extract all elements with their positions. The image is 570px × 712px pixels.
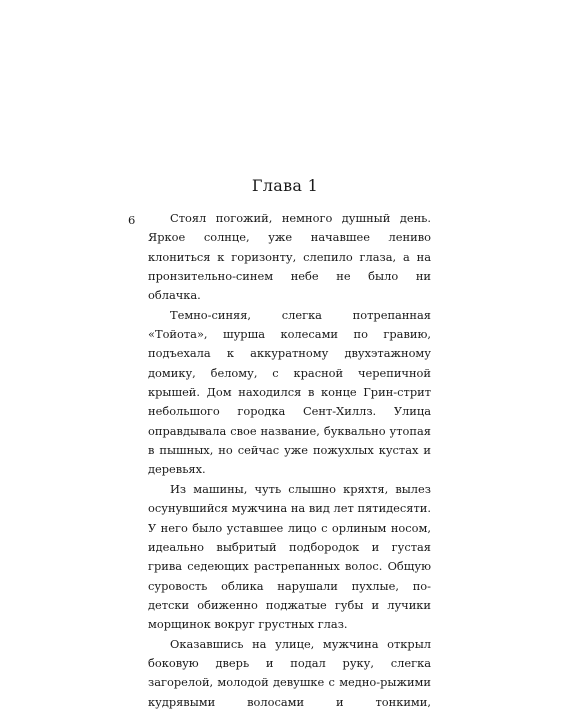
paragraph: Стоял погожий, немного душный день. Яркое солнце, уже начавшее лениво клониться к горизонту, слепило глаза, а на пронзительно-синем небе не было ни облачка. xyxy=(148,211,431,303)
chapter-title: Глава 1 xyxy=(251,176,319,195)
page-number: 6 xyxy=(128,213,136,227)
paragraph: Оказавшись на улице, мужчина открыл боковую дверь и подал руку, слегка загорелой, молодой девушке с медно-рыжими кудрявыми волосами и тонкими, xyxy=(148,636,431,709)
paragraph: Темно-синяя, слегка потрепанная «Тойота», шурша колесами по гравию, подъехала к аккуратному двухэтажному домику, белому, с красной черепичной крышей. Дом находился в конце Грин-стрит небольшого городка Сент-Хиллз. Улица оправдывала свое название, буквально утопая в пышных, но сейчас уже пожухлых кустах и деревьях. xyxy=(148,307,431,477)
paragraph: Из машины, чуть слышно кряхтя, вылез осунувшийся мужчина на вид лет пятидесяти. У него было уставшее лицо с орлиным носом, идеально выбритый подбородок и густая грива седеющих растрепанных волос. Общую суровость облика нарушали пухлые, по-детски обиженно поджатые губы и лучики морщинок вокруг грустных глаз. xyxy=(148,481,431,632)
body-text xyxy=(148,209,431,712)
